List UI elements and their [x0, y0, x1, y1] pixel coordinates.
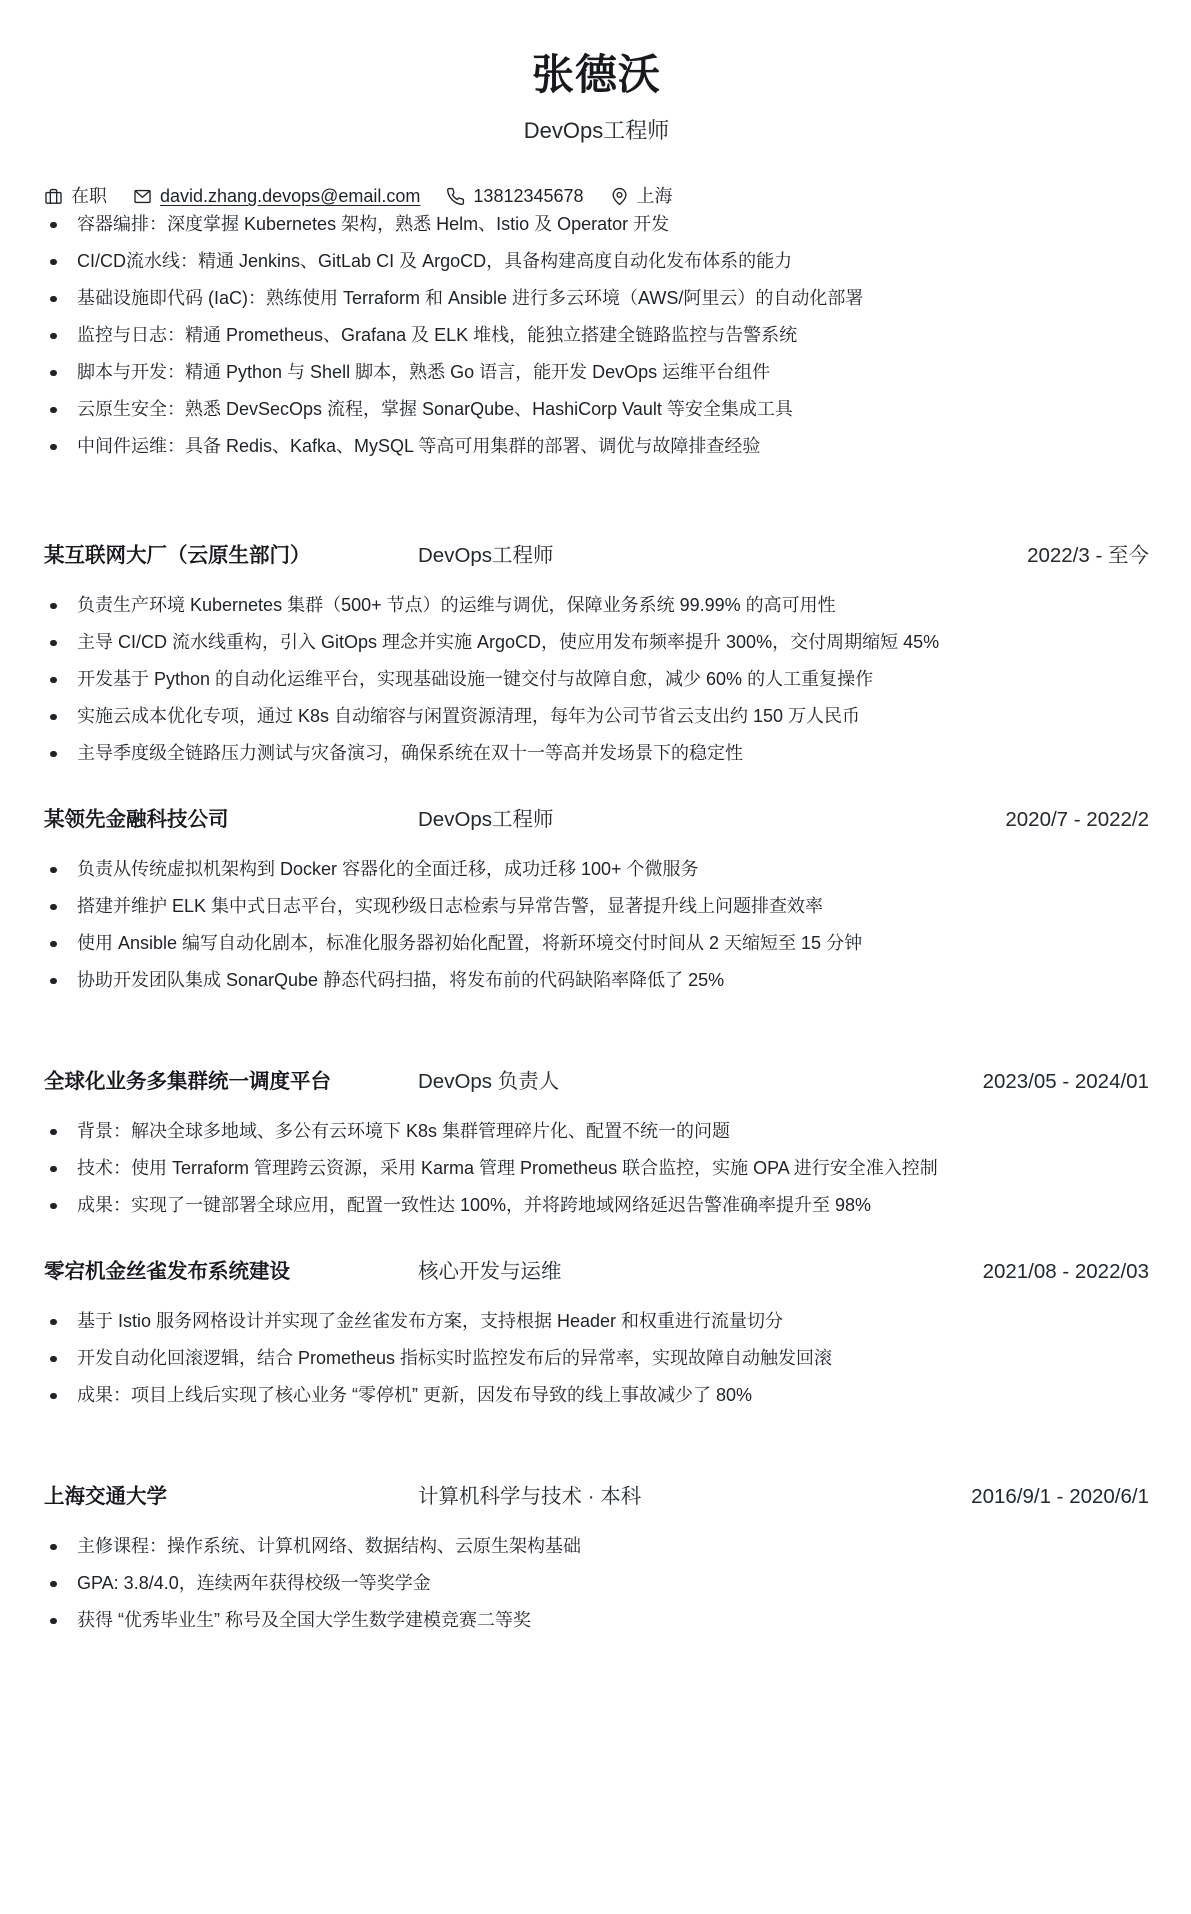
skill-item: 云原生安全：熟悉 DevSecOps 流程，掌握 SonarQube、HashiCorp Vault 等安全集成工具: [44, 393, 1149, 426]
experience-entry: [44, 805, 1149, 997]
experience-entry: [44, 541, 1149, 770]
candidate-name: 张德沃: [531, 51, 661, 98]
list-item: 负责生产环境 Kubernetes 集群（500+ 节点）的运维与调优，保障业务系统 99.99% 的高可用性: [44, 589, 1149, 622]
project-entry-header: [44, 1257, 1149, 1287]
experience-bullet-list: [44, 589, 1149, 770]
list-item: 协助开发团队集成 SonarQube 静态代码扫描，将发布前的代码缺陷率降低了 25%: [44, 964, 1149, 997]
contact-row: [44, 184, 1149, 208]
role-title: DevOps工程师: [418, 808, 554, 831]
project-role: DevOps 负责人: [418, 1070, 560, 1093]
company-name: 某领先金融科技公司: [44, 808, 229, 831]
list-item: 实施云成本优化专项，通过 K8s 自动缩容与闲置资源清理，每年为公司节省云支出约 150 万人民币: [44, 700, 1149, 733]
employment-status: [44, 184, 107, 208]
list-item: 获得 “优秀毕业生” 称号及全国大学生数学建模竞赛二等奖: [44, 1604, 1149, 1637]
experience-entry-header: [44, 805, 1149, 835]
education-entry: [44, 1482, 1149, 1637]
date-range: 2023/05 - 2024/01: [982, 1070, 1149, 1093]
skill-item: 基础设施即代码 (IaC)：熟练使用 Terraform 和 Ansible 进行多云环境（AWS/阿里云）的自动化部署: [44, 282, 1149, 315]
list-item: GPA: 3.8/4.0，连续两年获得校级一等奖学金: [44, 1567, 1149, 1600]
education-section: [44, 1482, 1149, 1637]
project-name: 全球化业务多集群统一调度平台: [44, 1070, 331, 1093]
email-icon: [133, 187, 152, 206]
skill-item: 中间件运维：具备 Redis、Kafka、MySQL 等高可用集群的部署、调优与故障排查经验: [44, 430, 1149, 463]
list-item: 负责从传统虚拟机架构到 Docker 容器化的全面迁移，成功迁移 100+ 个微服务: [44, 853, 1149, 886]
education-entry-header: [44, 1482, 1149, 1512]
experience-entry-header: [44, 541, 1149, 571]
skill-item: CI/CD流水线：精通 Jenkins、GitLab CI 及 ArgoCD，具备构建高度自动化发布体系的能力: [44, 245, 1149, 278]
list-item: 开发基于 Python 的自动化运维平台，实现基础设施一键交付与故障自愈，减少 60% 的人工重复操作: [44, 663, 1149, 696]
skill-item: 容器编排：深度掌握 Kubernetes 架构，熟悉 Helm、Istio 及 Operator 开发: [44, 208, 1149, 241]
list-item: 主导 CI/CD 流水线重构，引入 GitOps 理念并实施 ArgoCD，使应用发布频率提升 300%，交付周期缩短 45%: [44, 626, 1149, 659]
education-bullet-list: [44, 1530, 1149, 1637]
list-item: 主导季度级全链路压力测试与灾备演习，确保系统在双十一等高并发场景下的稳定性: [44, 737, 1149, 770]
list-item: 技术：使用 Terraform 管理跨云资源，采用 Karma 管理 Prometheus 联合监控，实施 OPA 进行安全准入控制: [44, 1152, 1149, 1185]
skill-item: 监控与日志：精通 Prometheus、Grafana 及 ELK 堆栈，能独立搭建全链路监控与告警系统: [44, 319, 1149, 352]
phone-number: 13812345678: [473, 186, 584, 206]
email-link[interactable]: david.zhang.devops@email.com: [160, 186, 421, 206]
experience-bullet-list: [44, 853, 1149, 997]
list-item: 基于 Istio 服务网格设计并实现了金丝雀发布方案，支持根据 Header 和权重进行流量切分: [44, 1305, 1149, 1338]
school-name: 上海交通大学: [44, 1485, 167, 1508]
contact-location: [610, 184, 673, 208]
employment-status-label: 在职: [71, 186, 107, 206]
degree-title: 计算机科学与技术 · 本科: [418, 1485, 642, 1508]
project-role: 核心开发与运维: [418, 1260, 562, 1283]
location-pin-icon: [610, 187, 629, 206]
date-range: 2020/7 - 2022/2: [1005, 808, 1149, 831]
list-item: 成果：实现了一键部署全球应用，配置一致性达 100%，并将跨地域网络延迟告警准确率提升至 98%: [44, 1189, 1149, 1222]
role-title: DevOps工程师: [418, 544, 554, 567]
list-item: 成果：项目上线后实现了核心业务 “零停机” 更新，因发布导致的线上事故减少了 80%: [44, 1379, 1149, 1412]
list-item: 开发自动化回滚逻辑，结合 Prometheus 指标实时监控发布后的异常率，实现故障自动触发回滚: [44, 1342, 1149, 1375]
list-item: 主修课程：操作系统、计算机网络、数据结构、云原生架构基础: [44, 1530, 1149, 1563]
experience-section: [44, 541, 1149, 997]
phone-icon: [446, 187, 465, 206]
project-bullet-list: [44, 1115, 1149, 1222]
briefcase-icon: [44, 187, 63, 206]
date-range: 2016/9/1 - 2020/6/1: [971, 1485, 1149, 1508]
list-item: 搭建并维护 ELK 集中式日志平台，实现秒级日志检索与异常告警，显著提升线上问题排查效率: [44, 890, 1149, 923]
project-name: 零宕机金丝雀发布系统建设: [44, 1260, 290, 1283]
candidate-job-title: DevOps工程师: [523, 118, 670, 143]
skills-list: [44, 208, 1149, 463]
company-name: 某互联网大厂（云原生部门）: [44, 544, 311, 567]
project-entry: [44, 1067, 1149, 1222]
contact-phone: [446, 184, 583, 208]
skill-item: 脚本与开发：精通 Python 与 Shell 脚本，熟悉 Go 语言，能开发 DevOps 运维平台组件: [44, 356, 1149, 389]
date-range: 2021/08 - 2022/03: [982, 1260, 1149, 1283]
list-item: 背景：解决全球多地域、多公有云环境下 K8s 集群管理碎片化、配置不统一的问题: [44, 1115, 1149, 1148]
project-entry: [44, 1257, 1149, 1412]
list-item: 使用 Ansible 编写自动化剧本，标准化服务器初始化配置，将新环境交付时间从 2 天缩短至 15 分钟: [44, 927, 1149, 960]
projects-section: [44, 1067, 1149, 1412]
location-label: 上海: [636, 186, 673, 206]
project-entry-header: [44, 1067, 1149, 1097]
date-range: 2022/3 - 至今: [1027, 544, 1149, 567]
project-bullet-list: [44, 1305, 1149, 1412]
contact-email: [133, 184, 420, 208]
